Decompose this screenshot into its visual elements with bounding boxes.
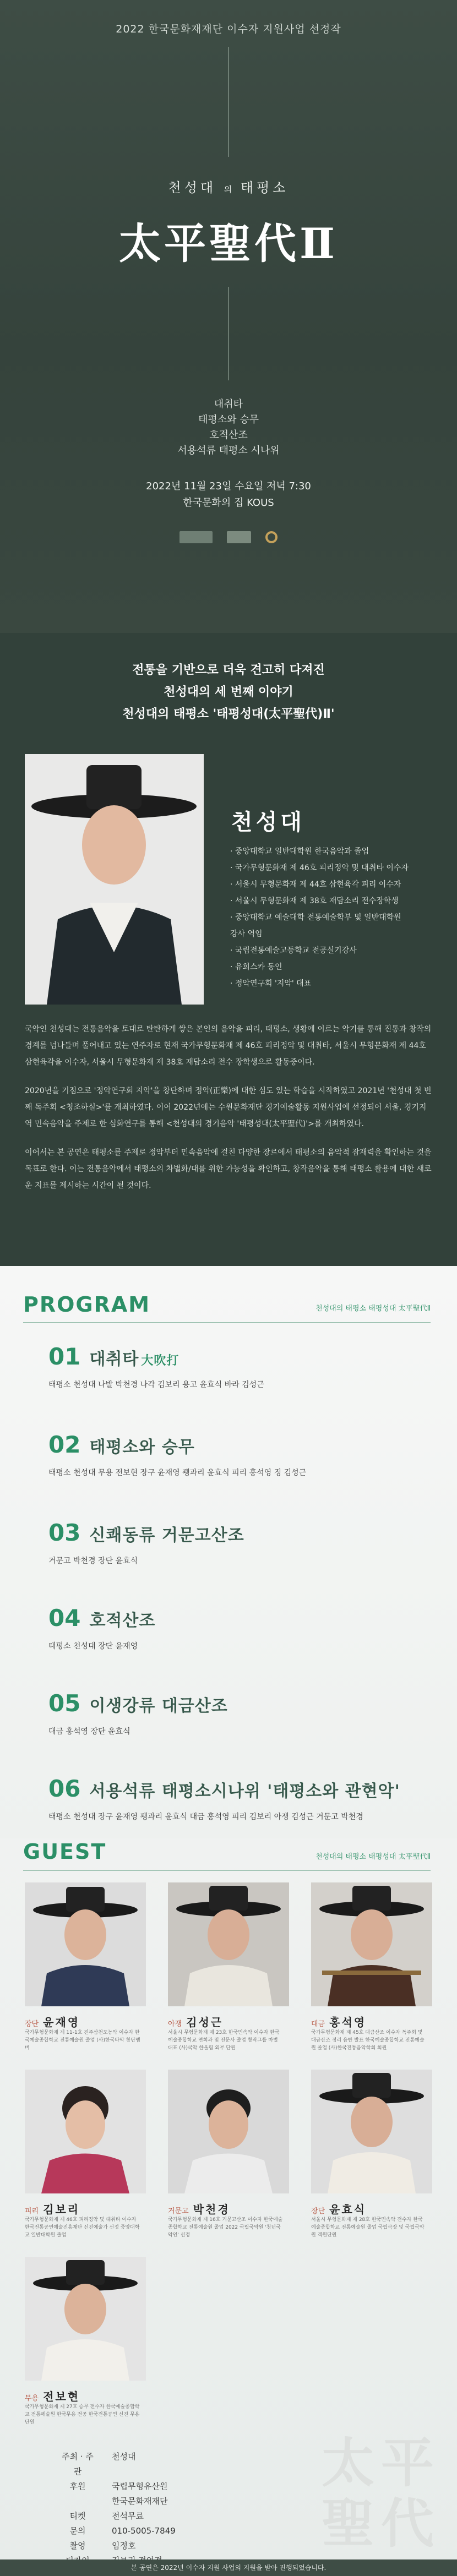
credit-value: 010-5005-7849 — [112, 2526, 176, 2536]
performer-portrait-icon — [25, 754, 204, 1005]
guest-desc: 국가무형문화재 제 46호 피리정악 및 대취타 이수자 한국전통공연예술진흥재단 신진예술가 선정 중앙대학교 일반대학원 졸업 — [25, 2217, 140, 2238]
program-credit: 태평소 천성대 장구 윤재영 꽹과리 윤효식 대금 홍석영 피리 김보리 아쟁 김성근 거문고 박천경 — [48, 1813, 363, 1821]
program-item-title: 태평소와 승무 — [89, 1438, 195, 1457]
bio-item: · 정악연구회 '지악' 대표 — [230, 979, 312, 988]
guest-photo — [25, 2257, 146, 2381]
program-item — [48, 1775, 423, 1822]
bio-item: · 중앙대학교 일반대학원 한국음악과 졸업 — [230, 847, 369, 856]
poster-date: 2022년 11월 23일 수요일 저녁 7:30 — [146, 481, 311, 492]
program-number: 01 — [48, 1343, 81, 1370]
guest-section — [0, 1838, 457, 2576]
credit-row — [58, 2494, 176, 2509]
credit-key: 후원 — [69, 2481, 86, 2491]
piece-item: 태평소와 승무 — [198, 414, 259, 425]
watermark-line: 聖代 — [322, 2492, 440, 2555]
guest-role: 장단 — [25, 2020, 39, 2028]
program-item-title: 이생강류 대금산조 — [89, 1696, 228, 1716]
headline-line: 천성대의 태평소 '태평성대(太平聖代)Ⅱ' — [122, 707, 335, 721]
guest-name: 김보리 — [43, 2203, 80, 2216]
guest-desc: 국가무형문화재 제 11-1호 진주삼천포농악 이수자 한국예술종합학교 전통예술원 졸업 (사)한국타악 창단멤버 — [25, 2030, 140, 2051]
credit-value: 전석무료 — [112, 2511, 144, 2521]
guest-role: 아쟁 — [168, 2020, 182, 2028]
program-item-title: 호적산조 — [89, 1611, 156, 1630]
credit-row — [58, 2449, 176, 2479]
guest-label — [168, 2013, 223, 2029]
divider-line — [228, 47, 229, 157]
guest-portrait-icon — [25, 1882, 146, 2006]
sponsor-logo-icon — [179, 531, 213, 543]
program-number: 06 — [48, 1775, 81, 1802]
guest-tag: 천성대의 태평소 태평성대 太平聖代Ⅱ — [315, 1853, 431, 1861]
guest-role: 대금 — [311, 2020, 325, 2028]
program-credit: 태평소 천성대 무용 전보현 장구 윤재영 꽹과리 윤효식 피리 홍석영 징 김성근 — [48, 1469, 307, 1477]
program-credit: 태평소 천성대 나발 박천경 나각 김보리 용고 윤효식 바라 김성근 — [48, 1380, 264, 1389]
guest-name: 전보현 — [43, 2390, 80, 2403]
bio-item: · 서울시 무형문화재 제 38호 재담소리 전수장학생 — [230, 897, 399, 905]
program-item — [48, 1604, 423, 1651]
poster-venue: 한국문화의 집 KOUS — [183, 497, 274, 509]
guest-role: 장단 — [311, 2207, 325, 2215]
poster-kicker: 2022 한국문화재재단 이수자 지원사업 선정작 — [116, 23, 341, 35]
watermark-line: 太平 — [322, 2432, 440, 2494]
piece-item: 대취타 — [214, 399, 243, 410]
guest-photo — [25, 2070, 146, 2193]
sponsor-logo-icon — [227, 531, 251, 543]
guest-desc: 서울시 무형문화재 제 28호 한국민속악 전수자 한국예술종합학교 전통예술원 졸업 국립극장 및 국립국악원 객원단원 — [311, 2217, 425, 2238]
guest-label — [25, 2388, 80, 2404]
program-item-title: 신쾌동류 거문고산조 — [89, 1526, 244, 1545]
guest-desc: 서울시 무형문화재 제 23호 한국민속악 이수자 한국예술종합학교 연희과 및 전문사 졸업 창작그룹 마별 대표 (사)국악 한울림 외부 단원 — [168, 2030, 280, 2051]
guest-label — [168, 2201, 230, 2217]
headline-line: 전통을 기반으로 더욱 견고히 다져진 — [132, 663, 325, 677]
credit-row — [58, 2524, 176, 2539]
guest-label — [311, 2013, 366, 2029]
divider-line — [228, 287, 229, 380]
credit-row — [58, 2539, 176, 2553]
bio-item: · 서울시 무형문화재 제 44호 삼현육각 피리 이수자 — [230, 880, 401, 889]
poster-section — [0, 0, 457, 633]
program-number: 04 — [48, 1604, 81, 1631]
credit-key: 주최 · 주관 — [62, 2452, 94, 2476]
guest-name: 윤효식 — [329, 2203, 367, 2216]
credits-list — [58, 2449, 176, 2568]
guest-name: 박천경 — [193, 2203, 230, 2216]
program-item — [48, 1343, 423, 1390]
credit-value: 임정호 — [112, 2541, 136, 2551]
guest-portrait-icon — [311, 1882, 432, 2006]
intro-section — [0, 633, 457, 1266]
intro-paragraph: 2020년을 기점으로 '정악연구회 지악'을 창단하며 정악(正樂)에 대한 심도 있는 학습을 시작하였고 2021년 '천성대 첫 번째 독주회 <청조하실>'를 개최하였다. 이어 2022년에는 수원문화재단 경기예술활동 지원사업에 선정되어 서울, 경기지역 민속음악을 주제로 한 심화연구를 통해 <천성대의 경기음악 '태평성대(太平聖代)'>를 개최하였다. — [25, 1087, 432, 1128]
bio-item: · 국가무형문화재 제 46호 피리정악 및 대취타 이수자 — [230, 864, 409, 872]
footer-notice: 본 공연은 2022년 이수자 지원 사업의 지원을 받아 진행되었습니다. — [0, 2559, 457, 2576]
credit-key — [58, 2494, 97, 2509]
performer-name: 천성대 — [231, 810, 305, 835]
credit-value: 한국문화재재단 — [112, 2496, 168, 2506]
guest-photo — [311, 2070, 432, 2193]
program-credit: 대금 홍석영 장단 윤효식 — [48, 1727, 130, 1736]
sponsor-logos — [0, 531, 457, 543]
guest-desc: 국가무형문화재 제 45호 대금산조 이수자 독주회 및 대금산조 정리 음반 발표 한국예술종합학교 전통예술원 졸업 (사)한국전통음악학회 회원 — [311, 2030, 425, 2051]
program-number: 02 — [48, 1431, 81, 1458]
poster-title: 太平聖代Ⅱ — [118, 219, 339, 268]
credit-row — [58, 2479, 176, 2494]
poster-pieces — [0, 397, 457, 459]
guest-label — [311, 2201, 366, 2217]
piece-item: 서용석류 태평소 시나위 — [177, 445, 280, 456]
guest-label — [25, 2013, 80, 2029]
program-number: 03 — [48, 1519, 81, 1546]
credit-key: 티켓 — [69, 2511, 86, 2521]
piece-item: 호적산조 — [209, 429, 248, 441]
guest-photo — [25, 1882, 146, 2006]
guest-desc: 국가무형문화재 제 27호 승무 전수자 한국예술종합학교 전통예술원 한국무용 전공 한국전통공연 신진 무용단원 — [25, 2404, 140, 2425]
program-item-title: 대취타 大吹打 — [89, 1350, 179, 1369]
headline-line: 천성대의 세 번째 이야기 — [164, 685, 293, 699]
guest-portrait-icon — [311, 2070, 432, 2193]
title-watermark — [322, 2433, 440, 2554]
intro-paragraph: 이어서는 본 공연은 태평소를 주제로 정악부터 민속음악에 걸친 다양한 장르에서 태평소의 음악적 잠재력을 확인하는 것을 목표로 한다. 이는 전통음악에서 태평소의 차별화/대를 위한 가능성을 확인하고, 창작음악을 통해 태평소 활용에 대한 새로운 지표를 제시하는 시간이 될 것이다. — [25, 1148, 432, 1190]
guest-rule — [23, 1870, 431, 1871]
program-title: PROGRAM — [23, 1292, 151, 1317]
performer-photo — [25, 754, 204, 1005]
guest-portrait-icon — [168, 1882, 289, 2006]
program-section — [0, 1266, 457, 1838]
program-rule — [23, 1322, 431, 1323]
series-main: 천성대 — [168, 180, 217, 195]
program-item-han: 大吹打 — [141, 1354, 179, 1368]
guest-portrait-icon — [25, 2070, 146, 2193]
guest-portrait-icon — [25, 2257, 146, 2381]
performer-bio-list — [230, 843, 437, 992]
credit-value: 천성대 — [112, 2452, 136, 2462]
credit-row — [58, 2509, 176, 2524]
sponsor-ring-icon — [265, 531, 278, 543]
intro-headline — [0, 659, 457, 725]
program-credit: 태평소 천성대 장단 윤재영 — [48, 1642, 138, 1651]
series-mid: 의 — [224, 184, 233, 194]
program-item — [48, 1690, 423, 1737]
guest-title: GUEST — [23, 1840, 107, 1864]
series-end: 태평소 — [240, 180, 289, 195]
guest-photo — [311, 1882, 432, 2006]
program-item-title: 서용석류 태평소시나위 '태평소와 관현악' — [89, 1782, 400, 1801]
bio-item: · 유희스카 동인 — [230, 963, 282, 972]
bio-item: · 중앙대학교 예술대학 전통예술학부 및 일반대학원 — [230, 913, 401, 922]
program-item — [48, 1519, 423, 1566]
guest-portrait-icon — [168, 2070, 289, 2193]
guest-photo — [168, 2070, 289, 2193]
guest-name: 윤재영 — [43, 2016, 80, 2029]
bio-item: · 국립전통예술고등학교 전공실기강사 — [230, 946, 357, 955]
credit-key: 촬영 — [69, 2541, 86, 2551]
intro-paragraph: 국악인 천성대는 전통음악을 토대로 탄탄하게 쌓은 본인의 음악을 피리, 태평소, 생황에 이르는 악기를 통해 진통과 창작의 경계를 넘나들며 풀어내고 있는 연주자로 현재 국가무형문화재 제 46호 피리정악 및 대취타, 서울시 무형문화재 제 44호 삼현육각을 이수자, 서울시 무형문화재 제 38호 재담소리 전수 장학생으로 활동중이다. — [25, 1025, 432, 1067]
program-number: 05 — [48, 1690, 81, 1717]
intro-paragraphs — [25, 1021, 432, 1206]
poster-series — [0, 177, 457, 196]
guest-photo — [168, 1882, 289, 2006]
program-tag: 천성대의 태평소 태평성대 太平聖代Ⅱ — [315, 1305, 431, 1313]
guest-role: 무용 — [25, 2394, 39, 2403]
bio-item: 강사 역임 — [230, 930, 263, 938]
program-credit: 거문고 박천경 장단 윤효식 — [48, 1557, 138, 1565]
guest-name: 홍석영 — [329, 2016, 367, 2029]
guest-name: 김성근 — [186, 2016, 224, 2029]
credit-value: 국립무형유산원 — [112, 2481, 168, 2491]
guest-label — [25, 2201, 80, 2217]
guest-desc: 국가무형문화재 제 16호 거문고산조 이수자 한국예술종합학교 전통예술원 졸업 2022 국립국악원 '청년국악인' 선정 — [168, 2217, 283, 2238]
program-item — [48, 1431, 423, 1478]
poster-date-block — [0, 478, 457, 511]
guest-role: 거문고 — [168, 2207, 189, 2215]
guest-role: 피리 — [25, 2207, 39, 2215]
credit-key: 문의 — [69, 2526, 86, 2536]
